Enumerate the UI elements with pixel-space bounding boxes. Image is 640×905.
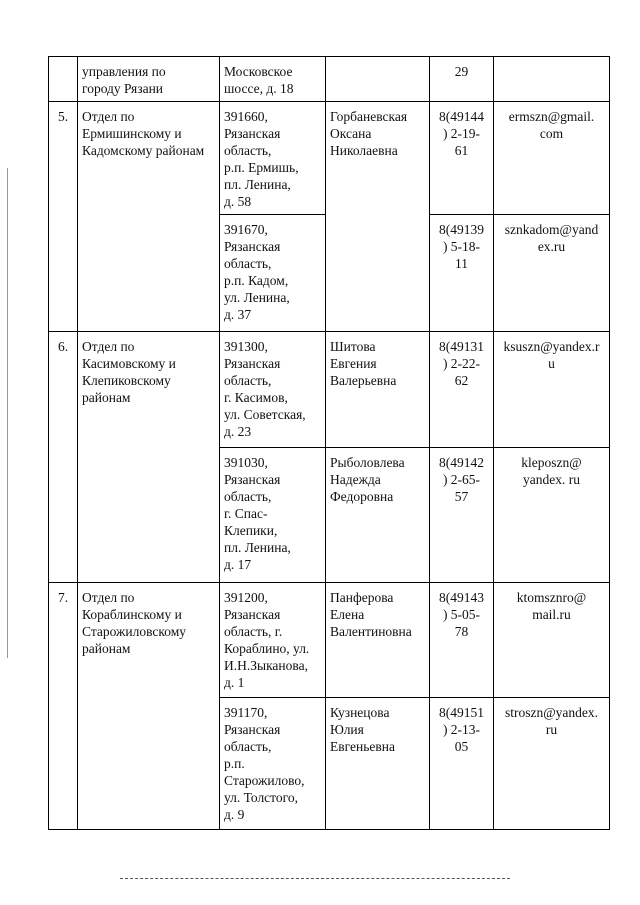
address-cell: 391030, Рязанская область, г. Спас- Клепики, пл. Ленина, д. 17 xyxy=(220,448,326,583)
address-cell: 391670, Рязанская область, р.п. Кадом, ул. Ленина, д. 37 xyxy=(220,215,326,332)
footer-dashed-line xyxy=(120,878,510,879)
departments-table xyxy=(48,56,610,830)
row-number-cell xyxy=(49,57,78,102)
person-cell: Панферова Елена Валентиновна xyxy=(326,583,430,698)
email-cell: stroszn@yandex. ru xyxy=(494,698,610,830)
email-cell: ksuszn@yandex.r u xyxy=(494,332,610,448)
phone-cell: 8(49144 ) 2-19- 61 xyxy=(430,102,494,215)
row-number: 6. xyxy=(49,332,78,583)
row-number: 5. xyxy=(49,102,78,332)
phone-cell: 8(49142 ) 2-65- 57 xyxy=(430,448,494,583)
table-row xyxy=(49,332,610,448)
table-row xyxy=(49,583,610,698)
address-cell: 391200, Рязанская область, г. Кораблино, ул. И.Н.Зыканова, д. 1 xyxy=(220,583,326,698)
department-cell: Отдел по Ермишинскому и Кадомскому районам xyxy=(78,102,220,332)
email-cell: ktomsznro@ mail.ru xyxy=(494,583,610,698)
scan-margin-line xyxy=(7,168,8,658)
department-cell: управления по городу Рязани xyxy=(78,57,220,102)
page-number: 29 xyxy=(430,57,494,102)
email-cell: kleposzn@ yandex. ru xyxy=(494,448,610,583)
phone-cell: 8(49131 ) 2-22- 62 xyxy=(430,332,494,448)
table-row xyxy=(49,102,610,215)
phone-cell: 8(49151 ) 2-13- 05 xyxy=(430,698,494,830)
department-cell: Отдел по Кораблинскому и Старожиловскому районам xyxy=(78,583,220,830)
phone-cell: 8(49139 ) 5-18- 11 xyxy=(430,215,494,332)
email-cell xyxy=(494,57,610,102)
address-cell: Московское шоссе, д. 18 xyxy=(220,57,326,102)
email-cell: ermszn@gmail. com xyxy=(494,102,610,215)
email-cell: sznkadom@yand ex.ru xyxy=(494,215,610,332)
person-cell xyxy=(326,57,430,102)
person-cell: Рыболовлева Надежда Федоровна xyxy=(326,448,430,583)
phone-cell: 8(49143 ) 5-05- 78 xyxy=(430,583,494,698)
address-cell: 391660, Рязанская область, р.п. Ермишь, пл. Ленина, д. 58 xyxy=(220,102,326,215)
table-row xyxy=(49,57,610,102)
person-cell: Горбаневская Оксана Николаевна xyxy=(326,102,430,332)
address-cell: 391300, Рязанская область, г. Касимов, ул. Советская, д. 23 xyxy=(220,332,326,448)
department-cell: Отдел по Касимовскому и Клепиковскому районам xyxy=(78,332,220,583)
row-number: 7. xyxy=(49,583,78,830)
person-cell: Шитова Евгения Валерьевна xyxy=(326,332,430,448)
address-cell: 391170, Рязанская область, р.п. Старожилово, ул. Толстого, д. 9 xyxy=(220,698,326,830)
person-cell: Кузнецова Юлия Евгеньевна xyxy=(326,698,430,830)
